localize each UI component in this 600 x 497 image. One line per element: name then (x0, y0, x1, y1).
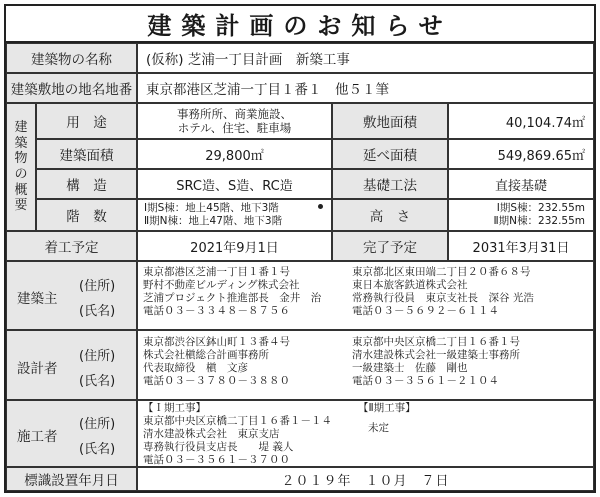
site-area-value: 40,104.74㎡ (448, 103, 594, 139)
designer-right-line: 一級建築士 佐藤 剛也 (352, 362, 468, 375)
owner-right-line: 東日本旅客鉄道株式会社 (352, 279, 468, 292)
designer-right-line: 電話０３－３５６１－２１０４ (352, 375, 499, 388)
designer-left-line: 東京都渋谷区鉢山町１３番４号 (143, 336, 290, 348)
phase1-line: 清水建設株式会社 東京支店 (143, 428, 280, 441)
floors-line: Ⅱ期N棟：地上47階、地下3階 (144, 215, 283, 227)
designer-right-line: 東京都中央区京橋二丁目１６番１号 (352, 336, 520, 348)
designer-name-label: (氏名) (79, 374, 116, 389)
posted-label: 標識設置年月日 (6, 467, 137, 491)
use-line: ホテル、住宅、駐車場 (177, 121, 292, 135)
structure-label: 構 造 (36, 169, 137, 199)
building-area-label: 建築面積 (36, 139, 137, 169)
designer-label-cell (6, 330, 137, 400)
phase1-heading: 【Ｉ期工事】 (143, 402, 206, 414)
owner-label: 建築主 (17, 291, 58, 307)
contractor-label-cell (6, 400, 137, 467)
site-area-label: 敷地面積 (332, 103, 448, 139)
ink-dot (318, 204, 323, 209)
finish-label: 完了予定 (332, 231, 448, 261)
designer-left-line: 電話０３－３７８０－３８８０ (143, 375, 290, 388)
structure-value: SRC造、S造、RC造 (137, 169, 332, 199)
owner-right-line: 東京都北区東田端二丁目２０番６８号 (352, 266, 531, 278)
floors-label: 階 数 (36, 199, 137, 231)
height-line: Ⅰ期S棟：232.55m (496, 201, 585, 214)
building-name-label: 建築物の名称 (6, 43, 137, 73)
posted-value: ２０１９年 １０月 ７日 (137, 467, 594, 491)
floor-area-label: 延べ面積 (332, 139, 448, 169)
designer-right-line: 清水建設株式会社一級建築士事務所 (352, 349, 520, 362)
site-address-label: 建築敷地の地名地番 (6, 73, 137, 103)
designer-right (352, 336, 520, 388)
owner-address-label: (住所) (79, 279, 116, 294)
building-area-value: 29,800㎡ (137, 139, 332, 169)
contractor-label: 施工者 (17, 429, 58, 445)
owner-left-line: 電話０３－３３４８－８７５６ (143, 305, 290, 318)
owner-right-line: 電話０３－５６９２－６１１４ (352, 305, 499, 318)
notice-board (4, 4, 596, 493)
designer-address-label: (住所) (79, 349, 116, 364)
start-label: 着工予定 (6, 231, 137, 261)
height-value (448, 199, 594, 231)
use-line: 事務所所、商業施設、 (177, 106, 292, 121)
owner-left-line: 芝浦プロジェクト推進部長 金井 治 (143, 292, 322, 305)
owner-left (143, 266, 321, 318)
height-line: Ⅱ期N棟：232.55m (493, 215, 585, 227)
designer-left-line: 株式会社槇総合計画事務所 (143, 349, 269, 362)
contractor-name-label: (氏名) (79, 442, 116, 457)
height-label: 高 さ (332, 199, 448, 231)
finish-value: 2031年3月31日 (448, 231, 594, 261)
designer-left (143, 336, 290, 388)
phase1-line: 専務執行役員支店長 堤 義人 (143, 441, 294, 454)
phase1-line: 電話０３－３５６１－３７００ (143, 454, 290, 467)
notice-title: 建築計画のお知らせ (6, 6, 594, 43)
owner-right-line: 常務執行役員 東京支社長 深谷 光浩 (352, 292, 534, 305)
contractor-address-label: (住所) (79, 417, 116, 432)
phase1-line: 東京都中央区京橋二丁目１６番１－１４ (143, 415, 332, 428)
owner-value-cell (137, 261, 594, 330)
phase2-value: 未定 (368, 422, 389, 434)
owner-left-line: 野村不動産ビルディング株式会社 (143, 279, 300, 292)
floors-line: Ⅰ期S棟：地上45階、地下3階 (144, 201, 279, 214)
floors-value (137, 199, 332, 231)
contractor-phase1 (143, 402, 332, 467)
designer-left-line: 代表取締役 槇 文彦 (143, 362, 248, 375)
floor-area-value: 549,869.65㎡ (448, 139, 594, 169)
start-value: 2021年9月1日 (137, 231, 332, 261)
building-name-value: (仮称) 芝浦一丁目計画 新築工事 (137, 43, 594, 73)
designer-label: 設計者 (17, 361, 58, 377)
use-value (137, 103, 332, 139)
designer-value-cell (137, 330, 594, 400)
owner-right (352, 266, 534, 318)
phase2-heading: 【Ⅱ期工事】 (358, 402, 416, 414)
owner-name-label: (氏名) (79, 304, 116, 319)
site-address-value: 東京都港区芝浦一丁目１番１ 他５１筆 (137, 73, 594, 103)
overview-label: 建築物の概要 (14, 120, 28, 214)
contractor-value-cell (137, 400, 594, 467)
owner-left-line: 東京都港区芝浦一丁目１番１号 (143, 266, 290, 278)
foundation-label: 基礎工法 (332, 169, 448, 199)
overview-label-cell (6, 103, 36, 231)
owner-label-cell (6, 261, 137, 330)
foundation-value: 直接基礎 (448, 169, 594, 199)
use-label: 用 途 (36, 103, 137, 139)
